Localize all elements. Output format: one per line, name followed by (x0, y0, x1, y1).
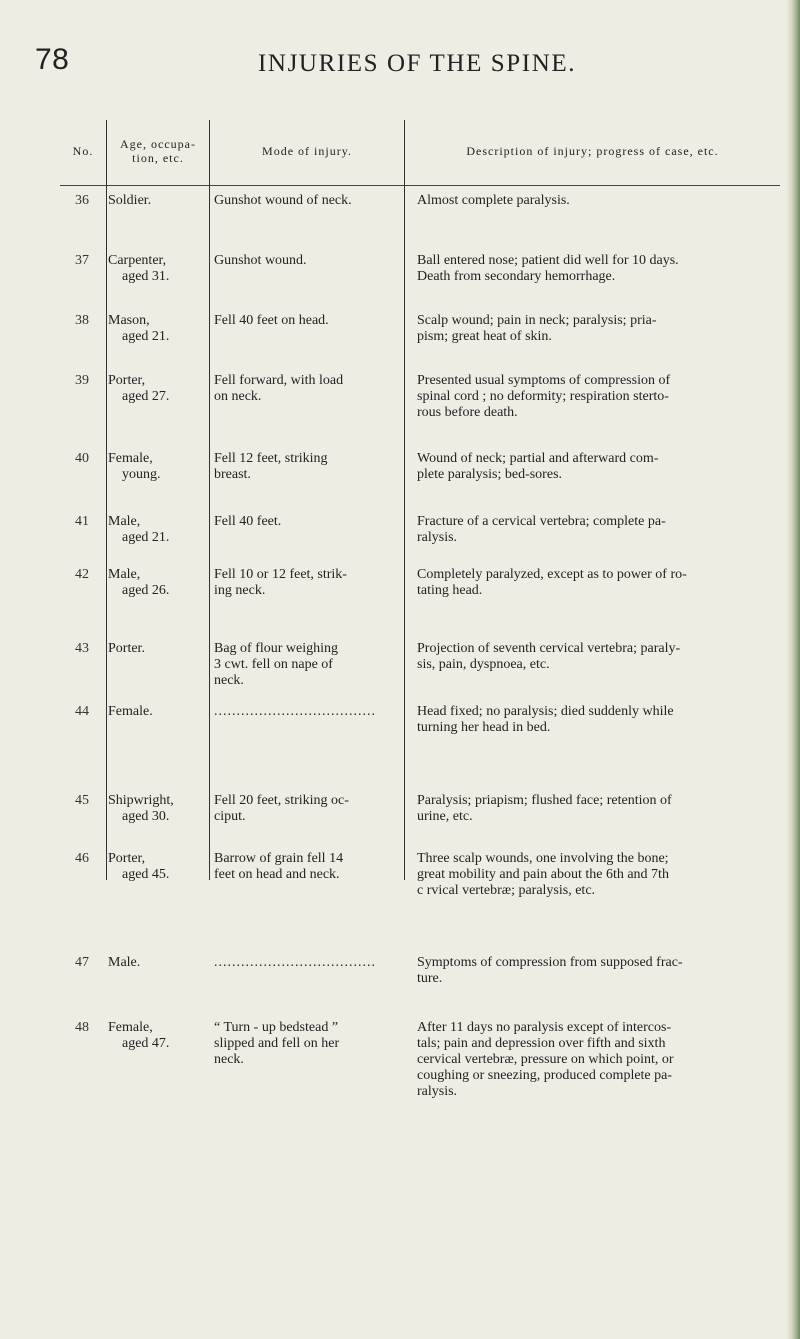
column-divider (209, 120, 210, 880)
case-description: Paralysis; priapism; flushed face; retention of urine, etc. (417, 793, 672, 824)
case-number: 37 (75, 253, 89, 268)
page-number: 78 (35, 43, 70, 76)
running-head (0, 43, 800, 83)
case-number: 41 (75, 514, 89, 529)
case-age-occupation: Carpenter, aged 31. (108, 253, 170, 284)
case-description: Completely paralyzed, except as to power of ro- tating head. (417, 567, 687, 598)
case-mode: Fell forward, with load on neck. (214, 373, 344, 404)
column-divider (404, 120, 405, 880)
case-age-occupation: Mason, aged 21. (108, 313, 170, 344)
case-description: Fracture of a cervical vertebra; complete pa- ralysis. (417, 514, 666, 545)
case-mode: Bag of flour weighing 3 cwt. fell on nape of neck. (214, 641, 339, 688)
case-description: After 11 days no paralysis except of intercos- tals; pain and depression over fifth and sixth cervical vertebræ, pressure on which point, or coughing or sneezing, produced complete pa- ralysis. (417, 1020, 674, 1099)
case-number: 47 (75, 955, 89, 970)
header-description: Description of injury; progress of case, etc. (466, 144, 719, 158)
case-description: Presented usual symptoms of compression of spinal cord ; no deformity; respiration sterto- rous before death. (417, 373, 671, 420)
case-description: Symptoms of compression from supposed frac- ture. (417, 955, 683, 986)
case-mode: Fell 20 feet, striking oc- ciput. (214, 793, 349, 824)
case-age-occupation: Female, aged 47. (108, 1020, 170, 1051)
case-number: 43 (75, 641, 89, 656)
case-mode: Fell 10 or 12 feet, strik- ing neck. (214, 567, 347, 598)
case-mode: Gunshot wound of neck. (214, 193, 352, 208)
table-rules (60, 120, 780, 880)
case-description: Scalp wound; pain in neck; paralysis; pria- pism; great heat of skin. (417, 313, 657, 344)
case-mode: Fell 40 feet on head. (214, 313, 329, 328)
case-age-occupation: Female. (108, 704, 153, 719)
case-age-occupation: Male, aged 21. (108, 514, 170, 545)
case-mode: Fell 12 feet, striking breast. (214, 451, 328, 482)
case-description: Ball entered nose; patient did well for 10 days. Death from secondary hemorrhage. (417, 253, 679, 284)
case-description: Projection of seventh cervical vertebra; paraly- sis, pain, dyspnoea, etc. (417, 641, 681, 672)
case-number: 46 (75, 851, 89, 866)
page-title: INJURIES OF THE SPINE. (258, 50, 577, 77)
case-number: 48 (75, 1020, 89, 1035)
case-age-occupation: Female, young. (108, 451, 161, 482)
case-age-occupation: Shipwright, aged 30. (108, 793, 174, 824)
case-number: 39 (75, 373, 89, 388)
case-mode-leader-dots: .................................... (214, 955, 376, 970)
case-age-occupation: Porter, aged 45. (108, 851, 170, 882)
page-edge (786, 0, 800, 1339)
case-number: 40 (75, 451, 89, 466)
header-no: No. (72, 144, 94, 158)
case-description: Wound of neck; partial and afterward com- plete paralysis; bed-sores. (417, 451, 659, 482)
case-number: 36 (75, 193, 89, 208)
case-mode: Fell 40 feet. (214, 514, 282, 529)
case-age-occupation: Male, aged 26. (108, 567, 170, 598)
case-mode-leader-dots: .................................... (214, 704, 376, 719)
case-mode: Gunshot wound. (214, 253, 307, 268)
case-description: Almost complete paralysis. (417, 193, 570, 208)
column-divider (106, 120, 107, 880)
case-number: 42 (75, 567, 89, 582)
case-age-occupation: Porter. (108, 641, 145, 656)
case-description: Head fixed; no paralysis; died suddenly while turning her head in bed. (417, 704, 674, 735)
header-mode-of-injury: Mode of injury. (262, 144, 352, 158)
header-age-occupation: Age, occupa- tion, etc. (120, 137, 196, 165)
case-number: 44 (75, 704, 89, 719)
case-description: Three scalp wounds, one involving the bone; great mobility and pain about the 6th and 7th c rvical vertebræ; paralysis, etc. (417, 851, 669, 898)
case-number: 45 (75, 793, 89, 808)
case-age-occupation: Porter, aged 27. (108, 373, 170, 404)
case-age-occupation: Soldier. (108, 193, 152, 208)
case-mode: Barrow of grain fell 14 feet on head and neck. (214, 851, 344, 882)
case-mode: “ Turn - up bedstead ” slipped and fell on her neck. (214, 1020, 340, 1067)
case-number: 38 (75, 313, 89, 328)
case-age-occupation: Male. (108, 955, 141, 970)
